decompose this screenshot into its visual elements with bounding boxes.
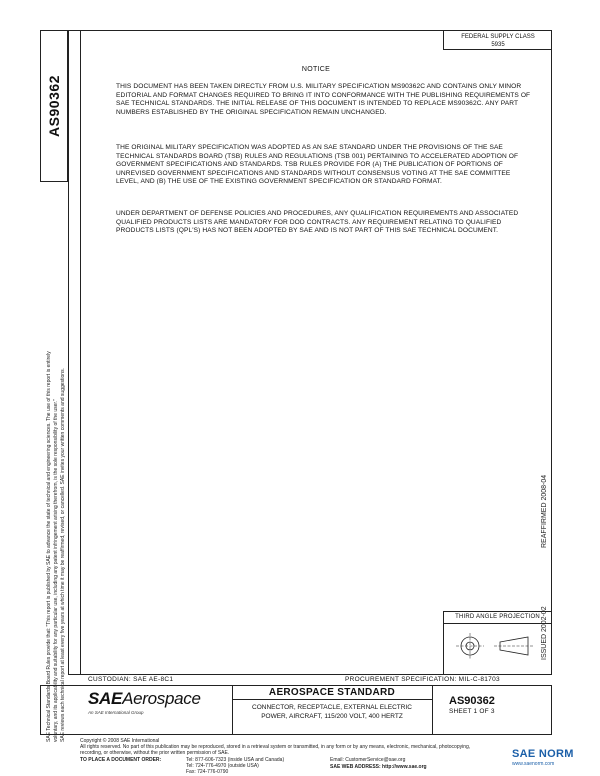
- title-block-divider: [232, 699, 432, 700]
- footer-web: SAE WEB ADDRESS: http://www.sae.org: [330, 764, 427, 770]
- watermark-logo: SAE NORM: [512, 748, 574, 760]
- page-frame: [68, 30, 552, 675]
- side-disclaimer-3: SAE reviews each technical report at least every five years at which time it may be reaffirmed, revised, or cancelled. SAE invites your written comments and suggestions.: [60, 368, 66, 742]
- footer-email: Email: CustomerService@sae.org: [330, 757, 406, 763]
- document-title: [232, 703, 432, 721]
- watermark-url: www.saenorm.com: [512, 761, 555, 767]
- footer-rights: All rights reserved. No part of this publication may be reproduced, stored in a retrieval system or transmitted, in any form or by any means, electronic, mechanical, photocopying,: [80, 744, 471, 750]
- logo-aerospace: Aerospace: [122, 689, 201, 708]
- title-block-divider: [432, 685, 433, 735]
- notice-paragraph-1: THIS DOCUMENT HAS BEEN TAKEN DIRECTLY FROM U.S. MILITARY SPECIFICATION MS90362C AND CONTAINS ONLY MINOR EDITORIAL AND FORMAT CHANGES REQUIRED TO BRING IT INTO CONFORMANCE WITH THE PUBLISHING REQUIREMENTS OF SAE TECHNICAL STANDARDS. THE INITIAL RELEASE OF THIS DOCUMENT IS INTENDED TO REPLACE MS90362C. ANY PART NUMBERS ESTABLISHED BY THE ORIGINAL SPECIFICATION REMAIN UNCHANGED.: [116, 83, 531, 116]
- aerospace-standard-label: AEROSPACE STANDARD: [268, 687, 396, 698]
- footer-fax: Fax: 724-776-0790: [186, 769, 229, 775]
- fsc-label: FEDERAL SUPPLY CLASS: [461, 34, 535, 40]
- reaffirmed-date: REAFFIRMED 2008-04: [541, 474, 548, 548]
- custodian: CUSTODIAN: SAE AE-8C1: [88, 676, 174, 683]
- logo-subtitle: An SAE International Group: [88, 710, 144, 715]
- document-number: AS90362: [449, 695, 495, 707]
- issued-date: ISSUED 2002-02: [541, 606, 548, 660]
- footer-tel-1: Tel: 877-606-7323 (inside USA and Canada): [186, 757, 285, 763]
- third-angle-projection-icon: [450, 628, 540, 668]
- federal-supply-class: [443, 30, 552, 50]
- fsc-value: 5935: [491, 42, 505, 48]
- footer-tel-2: Tel: 724-776-4970 (outside USA): [186, 763, 259, 769]
- third-angle-projection-label: THIRD ANGLE PROJECTION: [455, 614, 540, 620]
- procurement-specification: PROCUREMENT SPECIFICATION: MIL-C-81703: [345, 676, 500, 683]
- side-docnum: AS90362: [46, 75, 63, 137]
- footer-rights-2: recording, or otherwise, without the prior written permission of SAE.: [80, 750, 230, 756]
- footer-order-label: TO PLACE A DOCUMENT ORDER:: [80, 757, 162, 763]
- document-title-line-1: CONNECTOR, RECEPTACLE, EXTERNAL ELECTRIC: [252, 704, 412, 711]
- footer-copyright: Copyright © 2008 SAE International: [80, 738, 160, 744]
- sae-aerospace-logo: [88, 689, 201, 709]
- frame-rule: [80, 30, 81, 675]
- document-title-line-2: POWER, AIRCRAFT, 115/200 VOLT, 400 HERTZ: [261, 713, 403, 720]
- sheet-number: SHEET 1 OF 3: [449, 708, 495, 715]
- notice-paragraph-2: THE ORIGINAL MILITARY SPECIFICATION WAS ADOPTED AS AN SAE STANDARD UNDER THE PROVISIONS OF THE SAE TECHNICAL STANDARDS BOARD (TSB) RULES AND REGULATIONS (TSB 001) PERTAINING TO ACCELERATED ADOPTION OF GOVERNMENT SPECIFICATIONS AND STANDARDS. TSB RULES PROVIDE FOR (A) THE PUBLICATION OF PORTIONS OF UNREVISED GOVERNMENT SPECIFICATIONS AND STANDARDS WITHOUT CONSENSUS VOTING AT THE SAE COMMITTEE LEVEL, AND (B) THE USE OF THE EXISTING GOVERNMENT SPECIFICATION OR STANDARD FORMAT.: [116, 144, 519, 186]
- side-disclaimer-1: SAE Technical Standards Board Rules provide that: "This report is published by SAE to advance the state of technical and engineering sciences. The use of this report is entirely: [46, 351, 52, 742]
- notice-title: NOTICE: [301, 66, 331, 73]
- logo-sae: SAE: [88, 689, 123, 708]
- side-disclaimer-2: voluntary, and its applicability and suitability for any particular use, including any patent infringement arising therefrom, is the sole responsibility of the user.": [53, 399, 59, 742]
- notice-paragraph-3: UNDER DEPARTMENT OF DEFENSE POLICIES AND PROCEDURES, ANY QUALIFICATION REQUIREMENTS AND ASSOCIATED QUALIFIED PRODUCTS LISTS ARE MANDATORY FOR DOD CONTRACTS. ANY REQUIREMENT RELATING TO QUALIFIED PRODUCTS LISTS (QPL'S) HAS NOT BEEN ADOPTED BY SAE AND IS NOT PART OF THIS SAE TECHNICAL DOCUMENT.: [116, 210, 519, 235]
- tap-divider: [443, 623, 552, 624]
